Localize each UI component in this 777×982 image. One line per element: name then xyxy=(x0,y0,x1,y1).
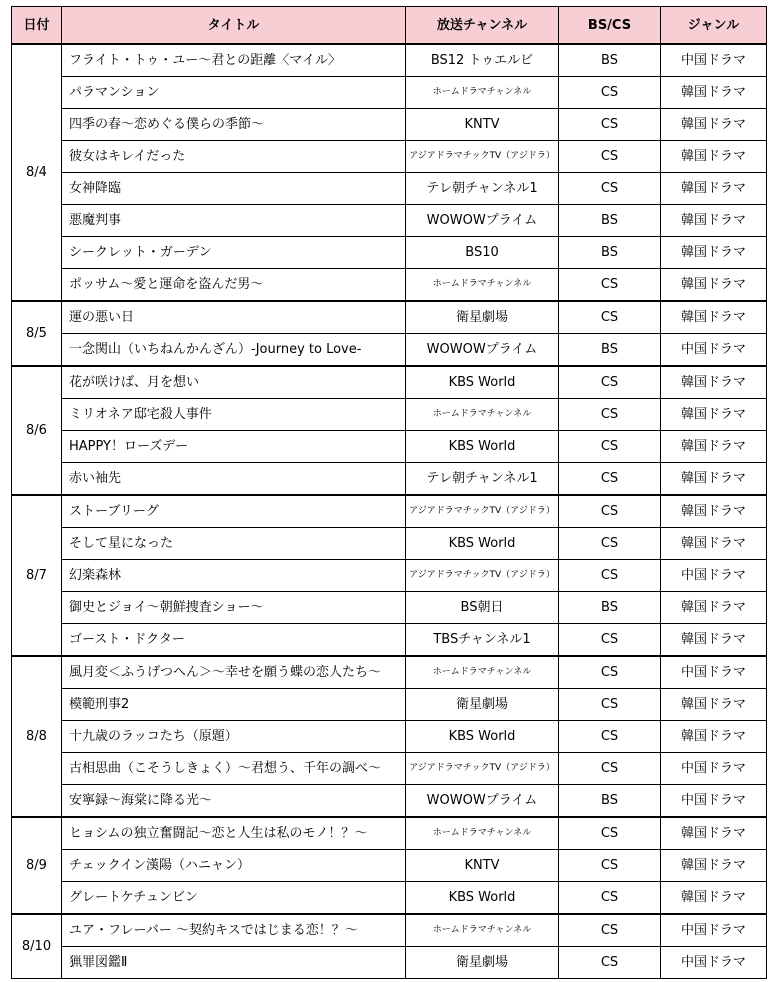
channel-cell: BS12 トゥエルビ xyxy=(406,44,559,77)
genre-cell: 韓国ドラマ xyxy=(661,689,767,721)
bscs-cell: CS xyxy=(559,656,661,689)
table-row xyxy=(12,914,767,947)
channel-cell: KBS World xyxy=(406,431,559,463)
genre-cell: 中国ドラマ xyxy=(661,785,767,818)
genre-cell: 韓国ドラマ xyxy=(661,850,767,882)
title-cell: 悪魔判事 xyxy=(62,205,406,237)
channel-cell: ホームドラマチャンネル xyxy=(406,77,559,109)
header-genre: ジャンル xyxy=(661,7,767,45)
bscs-cell: BS xyxy=(559,785,661,818)
title-cell: ヒョシムの独立奮闘記～恋と人生は私のモノ！？～ xyxy=(62,817,406,850)
title-cell: ユア・フレーバー ～契約キスではじまる恋！？～ xyxy=(62,914,406,947)
schedule-table-wrapper xyxy=(11,6,767,979)
bscs-cell: CS xyxy=(559,624,661,657)
channel-cell: KBS World xyxy=(406,366,559,399)
genre-cell: 韓国ドラマ xyxy=(661,399,767,431)
bscs-cell: CS xyxy=(559,914,661,947)
channel-cell: WOWOWプライム xyxy=(406,205,559,237)
title-cell: シークレット・ガーデン xyxy=(62,237,406,269)
genre-cell: 中国ドラマ xyxy=(661,947,767,979)
bscs-cell: BS xyxy=(559,44,661,77)
header-channel: 放送チャンネル xyxy=(406,7,559,45)
channel-cell: ホームドラマチャンネル xyxy=(406,399,559,431)
genre-cell: 中国ドラマ xyxy=(661,560,767,592)
table-row xyxy=(12,269,767,302)
bscs-cell: CS xyxy=(559,882,661,915)
date-cell: 8/7 xyxy=(12,495,62,656)
table-row xyxy=(12,592,767,624)
channel-cell: アジアドラマチックTV（アジドラ） xyxy=(406,495,559,528)
bscs-cell: CS xyxy=(559,495,661,528)
bscs-cell: CS xyxy=(559,689,661,721)
channel-cell: テレ朝チャンネル1 xyxy=(406,463,559,496)
bscs-cell: CS xyxy=(559,77,661,109)
channel-cell: アジアドラマチックTV（アジドラ） xyxy=(406,753,559,785)
bscs-cell: BS xyxy=(559,334,661,367)
table-row xyxy=(12,301,767,334)
bscs-cell: BS xyxy=(559,237,661,269)
genre-cell: 韓国ドラマ xyxy=(661,624,767,657)
bscs-cell: CS xyxy=(559,301,661,334)
channel-cell: TBSチャンネル1 xyxy=(406,624,559,657)
title-cell: 猟罪図鑑Ⅱ xyxy=(62,947,406,979)
genre-cell: 韓国ドラマ xyxy=(661,882,767,915)
broadcast-schedule-table xyxy=(11,6,767,979)
title-cell: 安寧録～海棠に降る光～ xyxy=(62,785,406,818)
channel-cell: 衛星劇場 xyxy=(406,301,559,334)
table-row xyxy=(12,495,767,528)
genre-cell: 中国ドラマ xyxy=(661,656,767,689)
title-cell: 古相思曲（こそうしきょく）～君想う、千年の調べ～ xyxy=(62,753,406,785)
bscs-cell: CS xyxy=(559,817,661,850)
table-row xyxy=(12,753,767,785)
channel-cell: ホームドラマチャンネル xyxy=(406,817,559,850)
bscs-cell: CS xyxy=(559,173,661,205)
genre-cell: 韓国ドラマ xyxy=(661,463,767,496)
channel-cell: KNTV xyxy=(406,109,559,141)
genre-cell: 韓国ドラマ xyxy=(661,237,767,269)
genre-cell: 中国ドラマ xyxy=(661,44,767,77)
table-row xyxy=(12,463,767,496)
date-cell: 8/9 xyxy=(12,817,62,914)
title-cell: 一念関山（いちねんかんざん）-Journey to Love- xyxy=(62,334,406,367)
table-row xyxy=(12,721,767,753)
genre-cell: 韓国ドラマ xyxy=(661,817,767,850)
bscs-cell: BS xyxy=(559,592,661,624)
title-cell: そして星になった xyxy=(62,528,406,560)
header-row xyxy=(12,7,767,45)
genre-cell: 韓国ドラマ xyxy=(661,109,767,141)
title-cell: 花が咲けば、月を想い xyxy=(62,366,406,399)
title-cell: 四季の春～恋めぐる僕らの季節～ xyxy=(62,109,406,141)
bscs-cell: CS xyxy=(559,366,661,399)
title-cell: グレートケチュンビン xyxy=(62,882,406,915)
bscs-cell: CS xyxy=(559,399,661,431)
table-row xyxy=(12,528,767,560)
bscs-cell: CS xyxy=(559,269,661,302)
title-cell: 御史とジョイ～朝鮮捜査ショー～ xyxy=(62,592,406,624)
channel-cell: アジアドラマチックTV（アジドラ） xyxy=(406,560,559,592)
title-cell: フライト・トゥ・ユー～君との距離〈マイル〉 xyxy=(62,44,406,77)
table-row xyxy=(12,431,767,463)
title-cell: パラマンション xyxy=(62,77,406,109)
date-cell: 8/8 xyxy=(12,656,62,817)
table-row xyxy=(12,77,767,109)
bscs-cell: CS xyxy=(559,850,661,882)
bscs-cell: CS xyxy=(559,753,661,785)
bscs-cell: BS xyxy=(559,205,661,237)
title-cell: 運の悪い日 xyxy=(62,301,406,334)
title-cell: 幻楽森林 xyxy=(62,560,406,592)
bscs-cell: CS xyxy=(559,560,661,592)
table-row xyxy=(12,399,767,431)
date-cell: 8/5 xyxy=(12,301,62,366)
table-row xyxy=(12,205,767,237)
channel-cell: テレ朝チャンネル1 xyxy=(406,173,559,205)
bscs-cell: CS xyxy=(559,431,661,463)
table-row xyxy=(12,237,767,269)
table-row xyxy=(12,109,767,141)
table-row xyxy=(12,947,767,979)
genre-cell: 中国ドラマ xyxy=(661,914,767,947)
date-cell: 8/6 xyxy=(12,366,62,495)
channel-cell: 衛星劇場 xyxy=(406,947,559,979)
channel-cell: 衛星劇場 xyxy=(406,689,559,721)
header-title: タイトル xyxy=(62,7,406,45)
date-cell: 8/4 xyxy=(12,44,62,301)
bscs-cell: CS xyxy=(559,141,661,173)
channel-cell: WOWOWプライム xyxy=(406,334,559,367)
header-date: 日付 xyxy=(12,7,62,45)
table-row xyxy=(12,882,767,915)
channel-cell: アジアドラマチックTV（アジドラ） xyxy=(406,141,559,173)
channel-cell: KBS World xyxy=(406,882,559,915)
title-cell: 風月変＜ふうげつへん＞～幸せを願う蝶の恋人たち～ xyxy=(62,656,406,689)
bscs-cell: CS xyxy=(559,463,661,496)
bscs-cell: CS xyxy=(559,109,661,141)
table-row xyxy=(12,366,767,399)
channel-cell: ホームドラマチャンネル xyxy=(406,269,559,302)
date-cell: 8/10 xyxy=(12,914,62,979)
genre-cell: 韓国ドラマ xyxy=(661,528,767,560)
channel-cell: BS10 xyxy=(406,237,559,269)
channel-cell: ホームドラマチャンネル xyxy=(406,914,559,947)
genre-cell: 中国ドラマ xyxy=(661,753,767,785)
genre-cell: 韓国ドラマ xyxy=(661,141,767,173)
table-row xyxy=(12,173,767,205)
table-row xyxy=(12,785,767,818)
bscs-cell: CS xyxy=(559,528,661,560)
channel-cell: ホームドラマチャンネル xyxy=(406,656,559,689)
genre-cell: 韓国ドラマ xyxy=(661,495,767,528)
title-cell: チェックイン漢陽（ハニャン） xyxy=(62,850,406,882)
title-cell: 彼女はキレイだった xyxy=(62,141,406,173)
title-cell: ゴースト・ドクター xyxy=(62,624,406,657)
title-cell: HAPPY！ローズデー xyxy=(62,431,406,463)
table-row xyxy=(12,656,767,689)
table-row xyxy=(12,334,767,367)
genre-cell: 韓国ドラマ xyxy=(661,721,767,753)
genre-cell: 中国ドラマ xyxy=(661,334,767,367)
table-body xyxy=(12,44,767,979)
title-cell: 赤い袖先 xyxy=(62,463,406,496)
genre-cell: 韓国ドラマ xyxy=(661,205,767,237)
channel-cell: KBS World xyxy=(406,528,559,560)
genre-cell: 韓国ドラマ xyxy=(661,77,767,109)
table-row xyxy=(12,850,767,882)
title-cell: ストーブリーグ xyxy=(62,495,406,528)
title-cell: 女神降臨 xyxy=(62,173,406,205)
table-row xyxy=(12,624,767,657)
channel-cell: BS朝日 xyxy=(406,592,559,624)
title-cell: 模範刑事2 xyxy=(62,689,406,721)
genre-cell: 韓国ドラマ xyxy=(661,173,767,205)
table-row xyxy=(12,141,767,173)
table-row xyxy=(12,689,767,721)
header-bscs: BS/CS xyxy=(559,7,661,45)
genre-cell: 韓国ドラマ xyxy=(661,592,767,624)
channel-cell: KBS World xyxy=(406,721,559,753)
title-cell: ポッサム～愛と運命を盗んだ男～ xyxy=(62,269,406,302)
genre-cell: 韓国ドラマ xyxy=(661,301,767,334)
title-cell: ミリオネア邸宅殺人事件 xyxy=(62,399,406,431)
genre-cell: 韓国ドラマ xyxy=(661,366,767,399)
channel-cell: KNTV xyxy=(406,850,559,882)
table-row xyxy=(12,44,767,77)
table-header xyxy=(12,7,767,45)
table-row xyxy=(12,817,767,850)
genre-cell: 韓国ドラマ xyxy=(661,431,767,463)
channel-cell: WOWOWプライム xyxy=(406,785,559,818)
table-row xyxy=(12,560,767,592)
bscs-cell: CS xyxy=(559,947,661,979)
genre-cell: 韓国ドラマ xyxy=(661,269,767,302)
bscs-cell: CS xyxy=(559,721,661,753)
title-cell: 十九歳のラッコたち（原題） xyxy=(62,721,406,753)
